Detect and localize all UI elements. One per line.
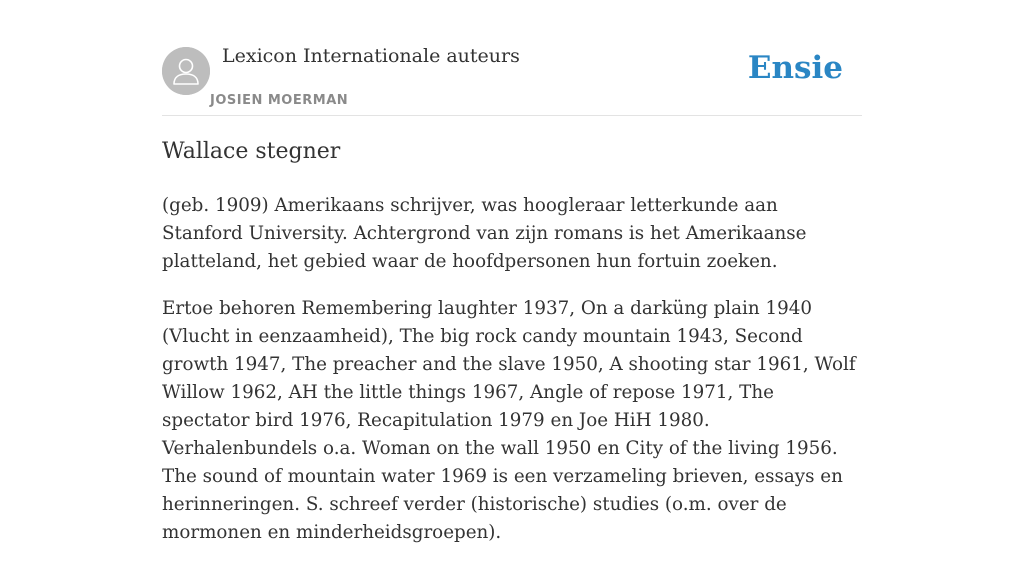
header xyxy=(162,0,862,116)
source-title[interactable]: Lexicon Internationale auteurs xyxy=(222,45,520,67)
author-name[interactable]: JOSIEN MOERMAN xyxy=(210,93,349,108)
paragraph-intro: (geb. 1909) Amerikaans schrijver, was hoogleraar letterkunde aan Stanford University. Achtergrond van zijn romans is het Amerikaanse platteland, het gebied waar de hoofdpersonen hun fortuin zoeken. xyxy=(162,195,807,272)
user-icon xyxy=(162,47,210,95)
paragraph-works: Ertoe behoren Remembering laughter 1937, On a darküng plain 1940 (Vlucht in eenzaamheid), The big rock candy mountain 1943, Second growth 1947, The preacher and the slave 1950, A shooting star 1961, Wolf Willow 1962, AH the little things 1967, Angle of repose 1971, The spectator bird 1976, Recapitulation 1979 en Joe HiH 1980. Verhalenbundels o.a. Woman on the wall 1950 en City of the living 1956. The sound of mountain water 1969 is een verzameling brieven, essays en herinneringen. S. schreef verder (historische) studies (o.m. over de mormonen en minderheidsgroepen). xyxy=(162,298,856,543)
article-body xyxy=(162,192,862,566)
avatar[interactable] xyxy=(162,47,210,95)
article-title: Wallace stegner xyxy=(162,139,341,164)
ensie-logo[interactable]: Ensie xyxy=(747,50,843,86)
